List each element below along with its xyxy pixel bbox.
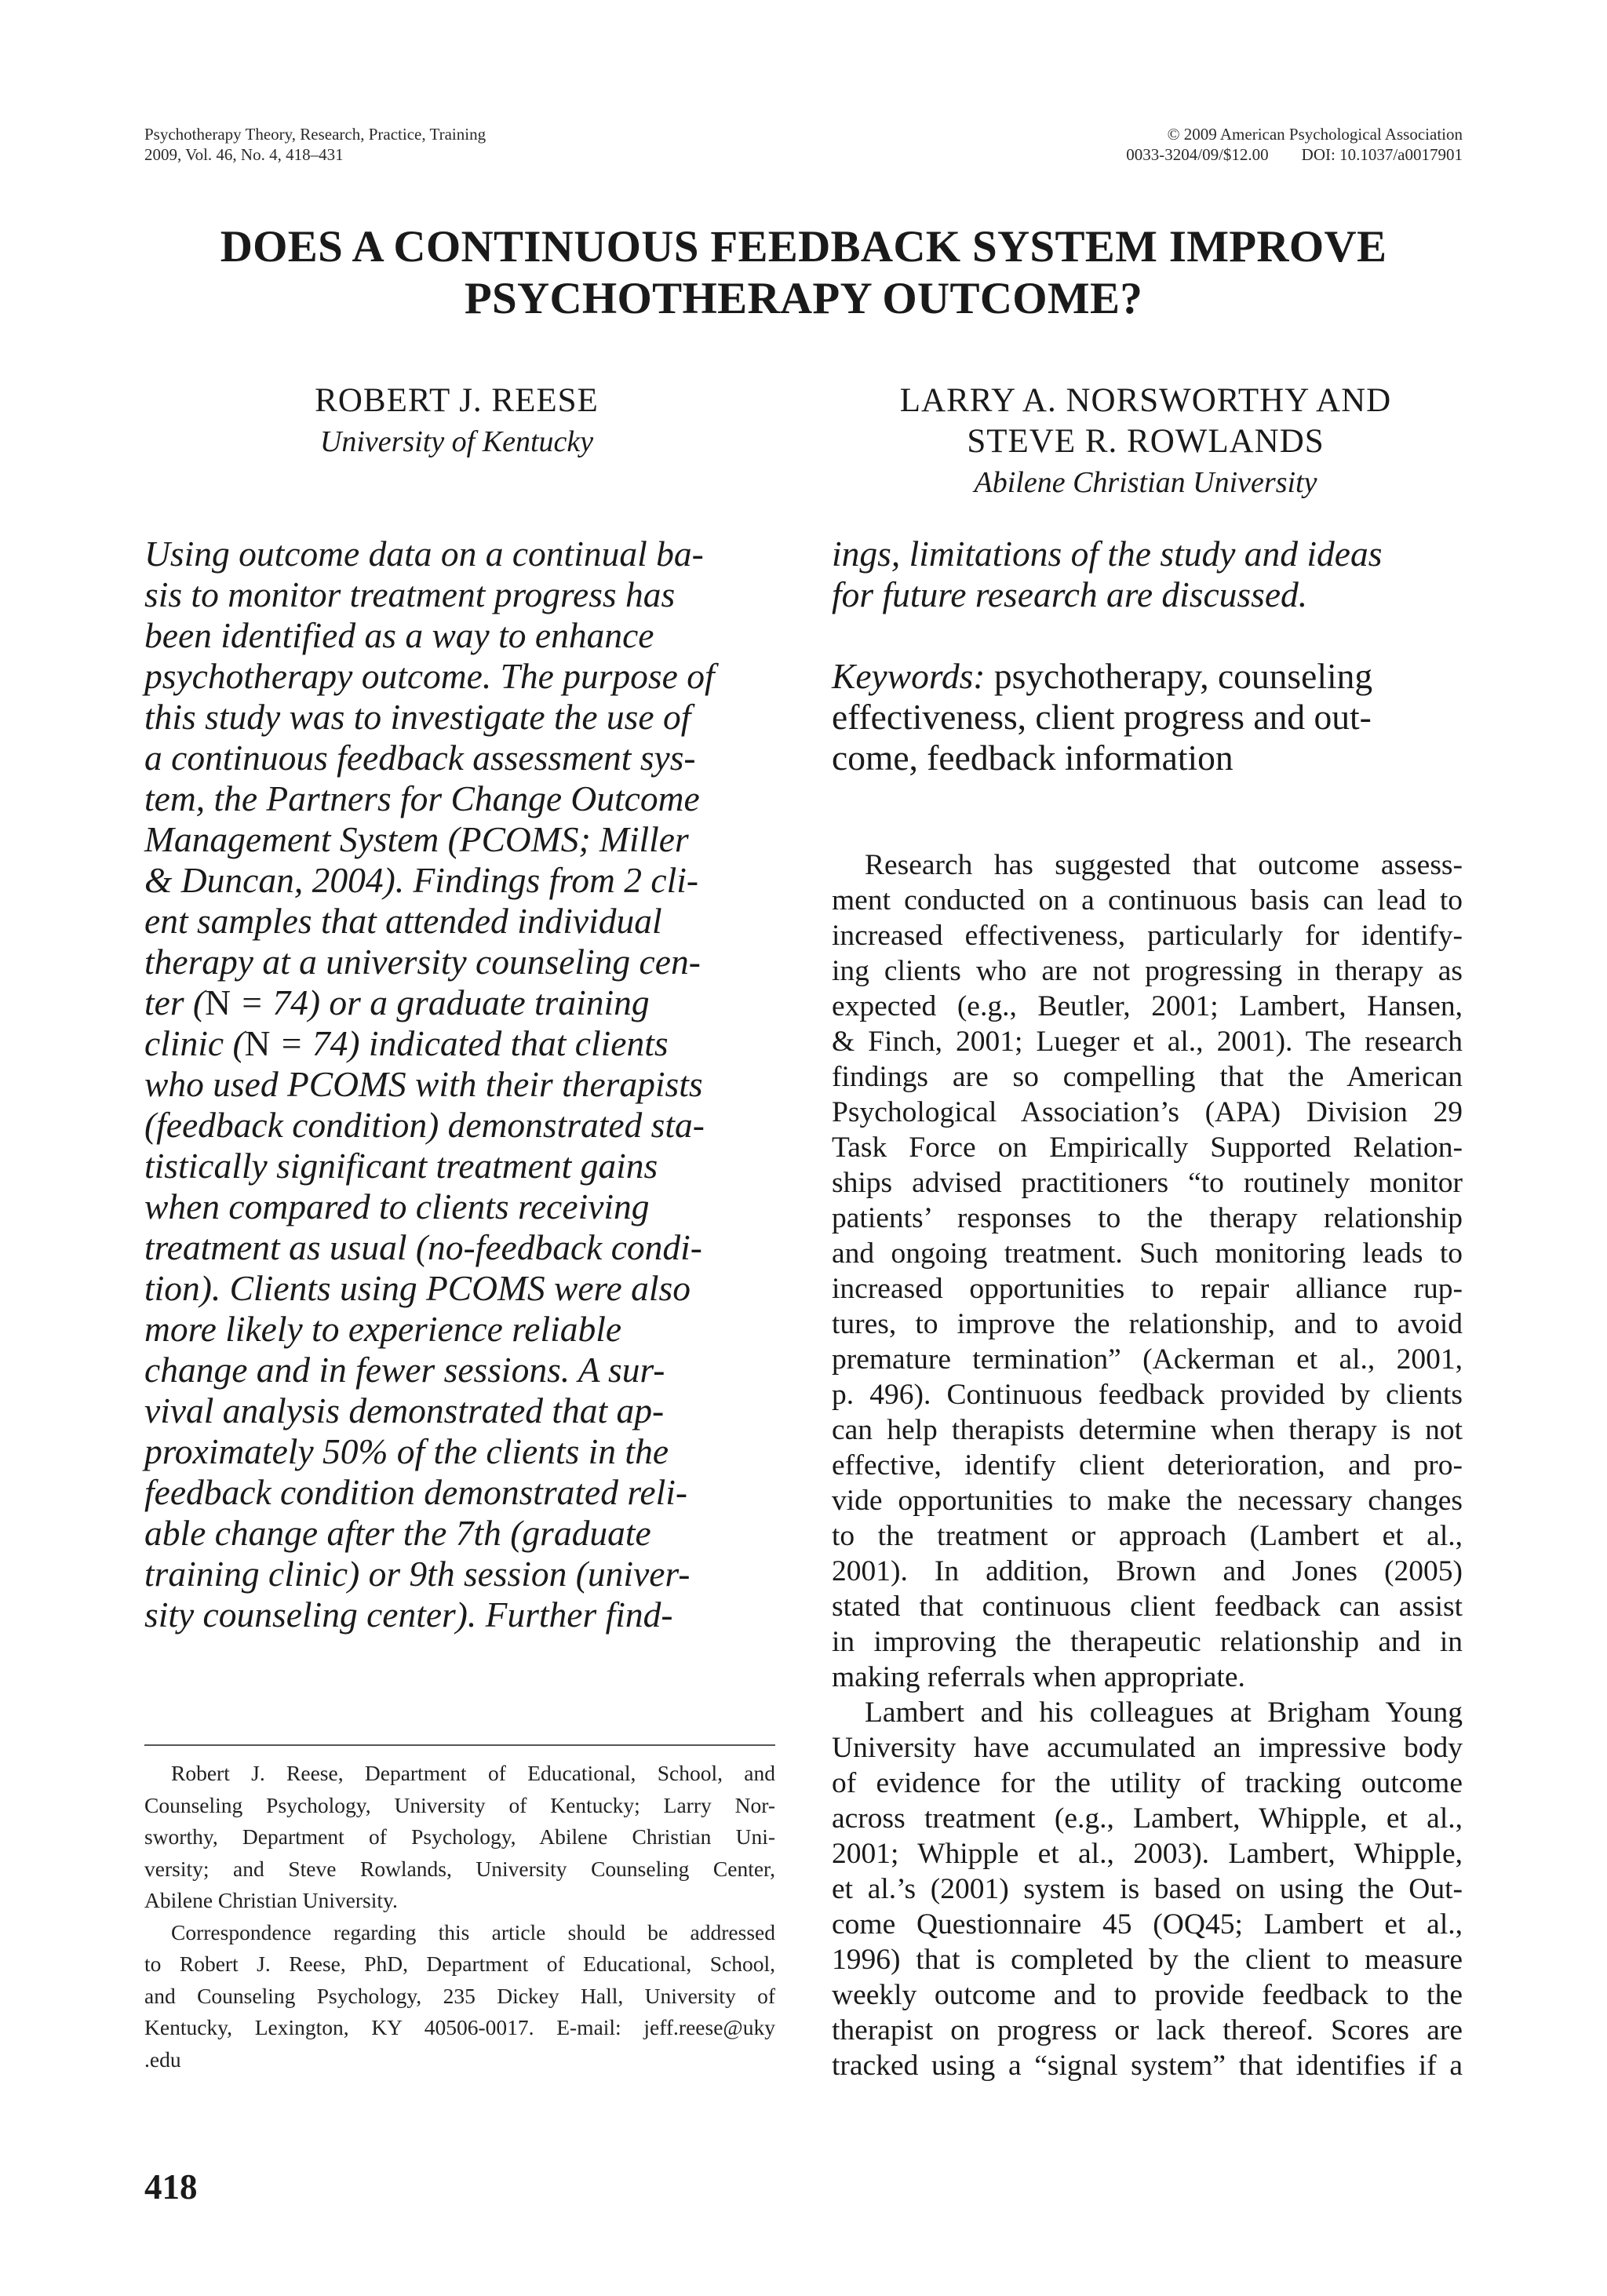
abstract-line: training clinic) or 9th session (univer- [144, 1554, 691, 1594]
body-line: Research has suggested that outcome assess- [865, 849, 1463, 881]
right-column [832, 534, 1463, 778]
abstract-line: feedback condition demonstrated reli- [144, 1472, 688, 1512]
footnote-line: to Robert J. Reese, PhD, Department of Educational, School, [144, 1952, 775, 1976]
body-line: University have accumulated an impressive body [832, 1732, 1463, 1764]
running-header-left [144, 124, 851, 165]
footnote-line: Abilene Christian University. [144, 1888, 398, 1912]
abstract-text: clinic ( [144, 1023, 245, 1063]
author-footnote [144, 1758, 775, 2076]
abstract-line: when compared to clients receiving [144, 1186, 650, 1226]
body-line: increased effectiveness, particularly for identify- [832, 920, 1463, 952]
body-line: to the treatment or approach (Lambert et al., [832, 1520, 1463, 1552]
keywords-text: psychotherapy, counseling [985, 656, 1373, 696]
footnote-line: Correspondence regarding this article should be addressed [171, 1919, 775, 1944]
body-line: 2001). In addition, Brown and Jones (2005) [832, 1555, 1463, 1587]
abstract-text: = 74) indicated that clients [270, 1023, 669, 1063]
footnote-line: and Counseling Psychology, 235 Dickey Hall, University of [144, 1983, 775, 2008]
body-line: 1996) that is completed by the client to measure [832, 1944, 1463, 1976]
abstract-line: ings, limitations of the study and ideas [832, 534, 1383, 574]
footnote-line: versity; and Steve Rowlands, University Counseling Center, [144, 1856, 775, 1881]
abstract-text: ter ( [144, 982, 206, 1022]
body-line: findings are so compelling that the American [832, 1061, 1463, 1093]
keywords-line: come, feedback information [832, 738, 1233, 778]
author-block-left [144, 381, 769, 462]
abstract-line: psychotherapy outcome. The purpose of [144, 656, 715, 696]
sample-size-symbol: N [244, 1023, 271, 1063]
abstract-line: for future research are discussed. [832, 574, 1308, 614]
author-block-right [829, 381, 1463, 503]
body-line: et al.’s (2001) system is based on using the Out- [832, 1873, 1463, 1905]
body-line: making referrals when appropriate. [832, 1661, 1245, 1693]
abstract [144, 534, 769, 1635]
body-line: premature termination” (Ackerman et al., 2001, [832, 1343, 1463, 1376]
issn-doi-line [756, 144, 1463, 165]
abstract-line: tem, the Partners for Change Outcome [144, 778, 700, 818]
abstract-line: this study was to investigate the use of [144, 697, 691, 737]
author-name: ROBERT J. REESE [315, 382, 599, 419]
footnote-line: Robert J. Reese, Department of Educational, School, and [171, 1761, 775, 1785]
body-line: increased opportunities to repair alliance rup- [832, 1273, 1463, 1305]
keywords-label: Keywords: [832, 656, 986, 696]
page-number: 418 [144, 2167, 198, 2207]
abstract-line: Management System (PCOMS; Miller [144, 819, 689, 859]
body-line: ships advised practitioners “to routinely monitor [832, 1167, 1463, 1199]
body-line: tures, to improve the relationship, and to avoid [832, 1308, 1463, 1340]
body-line: in improving the therapeutic relationship and in [832, 1626, 1463, 1658]
body-line: Lambert and his colleagues at Brigham Young [865, 1696, 1463, 1729]
body-line: Task Force on Empirically Supported Relation- [832, 1132, 1463, 1164]
author-name: LARRY A. NORSWORTHY AND [899, 382, 1392, 419]
author-affiliation: Abilene Christian University [974, 466, 1317, 499]
keywords-line: effectiveness, client progress and out- [832, 697, 1372, 737]
body-line: and ongoing treatment. Such monitoring leads to [832, 1237, 1463, 1270]
body-line: across treatment (e.g., Lambert, Whipple, et al., [832, 1802, 1463, 1835]
abstract-line: ent samples that attended individual [144, 901, 662, 941]
body-line: & Finch, 2001; Lueger et al., 2001). The research [832, 1026, 1463, 1058]
body-line: ment conducted on a continuous basis can lead to [832, 884, 1463, 917]
body-line: come Questionnaire 45 (OQ45; Lambert et al., [832, 1908, 1463, 1941]
body-line: p. 496). Continuous feedback provided by clients [832, 1379, 1463, 1411]
abstract-line: sity counseling center). Further find- [144, 1594, 673, 1635]
abstract-line: been identified as a way to enhance [144, 615, 654, 655]
doi: DOI: 10.1037/a0017901 [1301, 145, 1463, 164]
abstract-text: = 74) or a graduate training [230, 982, 650, 1022]
footnote-divider [144, 1744, 775, 1746]
abstract-line: treatment as usual (no-feedback condi- [144, 1227, 702, 1267]
body-line: effective, identify client deterioration, and pro- [832, 1449, 1463, 1481]
body-line: of evidence for the utility of tracking outcome [832, 1767, 1463, 1799]
left-column [144, 534, 769, 1635]
body-line: patients’ responses to the therapy relationship [832, 1202, 1463, 1234]
footnote-line: Counseling Psychology, University of Kentucky; Larry Nor- [144, 1792, 775, 1817]
abstract-line: who used PCOMS with their therapists [144, 1064, 703, 1104]
abstract-line: (feedback condition) demonstrated sta- [144, 1105, 705, 1145]
journal-name: Psychotherapy Theory, Research, Practice, Training [144, 125, 486, 144]
issn: 0033-3204/09/$12.00 [1126, 145, 1269, 164]
abstract-line: more likely to experience reliable [144, 1309, 622, 1349]
body-line: stated that continuous client feedback can assist [832, 1591, 1463, 1623]
footnote-line: sworthy, Department of Psychology, Abilene Christian Uni- [144, 1824, 775, 1849]
sample-size-symbol: N [205, 982, 231, 1022]
abstract-line: tistically significant treatment gains [144, 1146, 658, 1186]
title-line-1: DOES A CONTINUOUS FEEDBACK SYSTEM IMPROVE [220, 222, 1387, 272]
body-line: ing clients who are not progressing in therapy as [832, 955, 1463, 987]
abstract-line [144, 982, 769, 1023]
abstract-continued [832, 534, 1463, 615]
abstract-line: change and in fewer sessions. A sur- [144, 1350, 665, 1390]
body-line: weekly outcome and to provide feedback to the [832, 1979, 1463, 2011]
body-line: tracked using a “signal system” that identifies if a [832, 2050, 1463, 2082]
body-line: therapist on progress or lack thereof. Scores are [832, 2014, 1463, 2046]
abstract-line [144, 1023, 769, 1064]
body-line: can help therapists determine when therapy is not [832, 1414, 1463, 1446]
body-line: expected (e.g., Beutler, 2001; Lambert, Hansen, [832, 990, 1463, 1022]
body-line: 2001; Whipple et al., 2003). Lambert, Whipple, [832, 1838, 1463, 1870]
copyright-line: © 2009 American Psychological Association [1167, 125, 1463, 144]
abstract-line: a continuous feedback assessment sys- [144, 738, 696, 778]
abstract-line: able change after the 7th (graduate [144, 1513, 651, 1553]
abstract-line: therapy at a university counseling cen- [144, 942, 701, 982]
keywords [832, 656, 1463, 778]
body-text [832, 847, 1463, 2083]
title-line-2: PSYCHOTHERAPY OUTCOME? [464, 274, 1143, 323]
body-line: Psychological Association’s (APA) Division 29 [832, 1096, 1463, 1128]
journal-volume: 2009, Vol. 46, No. 4, 418–431 [144, 145, 344, 164]
footnote-line: .edu [144, 2046, 181, 2072]
author-affiliation: University of Kentucky [319, 425, 594, 458]
running-header-right [756, 124, 1463, 165]
abstract-line: tion). Clients using PCOMS were also [144, 1268, 691, 1308]
abstract-line: Using outcome data on a continual ba- [144, 534, 704, 574]
footnote-line: Kentucky, Lexington, KY 40506-0017. E-mail: jeff.reese@uky [144, 2015, 775, 2039]
keywords-line [832, 656, 1463, 697]
abstract-line: sis to monitor treatment progress has [144, 574, 676, 614]
article-title [144, 221, 1463, 325]
abstract-line: & Duncan, 2004). Findings from 2 cli- [144, 860, 699, 900]
abstract-line: vival analysis demonstrated that ap- [144, 1390, 665, 1430]
body-line: vide opportunities to make the necessary changes [832, 1485, 1463, 1517]
author-name: STEVE R. ROWLANDS [967, 423, 1325, 460]
abstract-line: proximately 50% of the clients in the [144, 1431, 669, 1471]
